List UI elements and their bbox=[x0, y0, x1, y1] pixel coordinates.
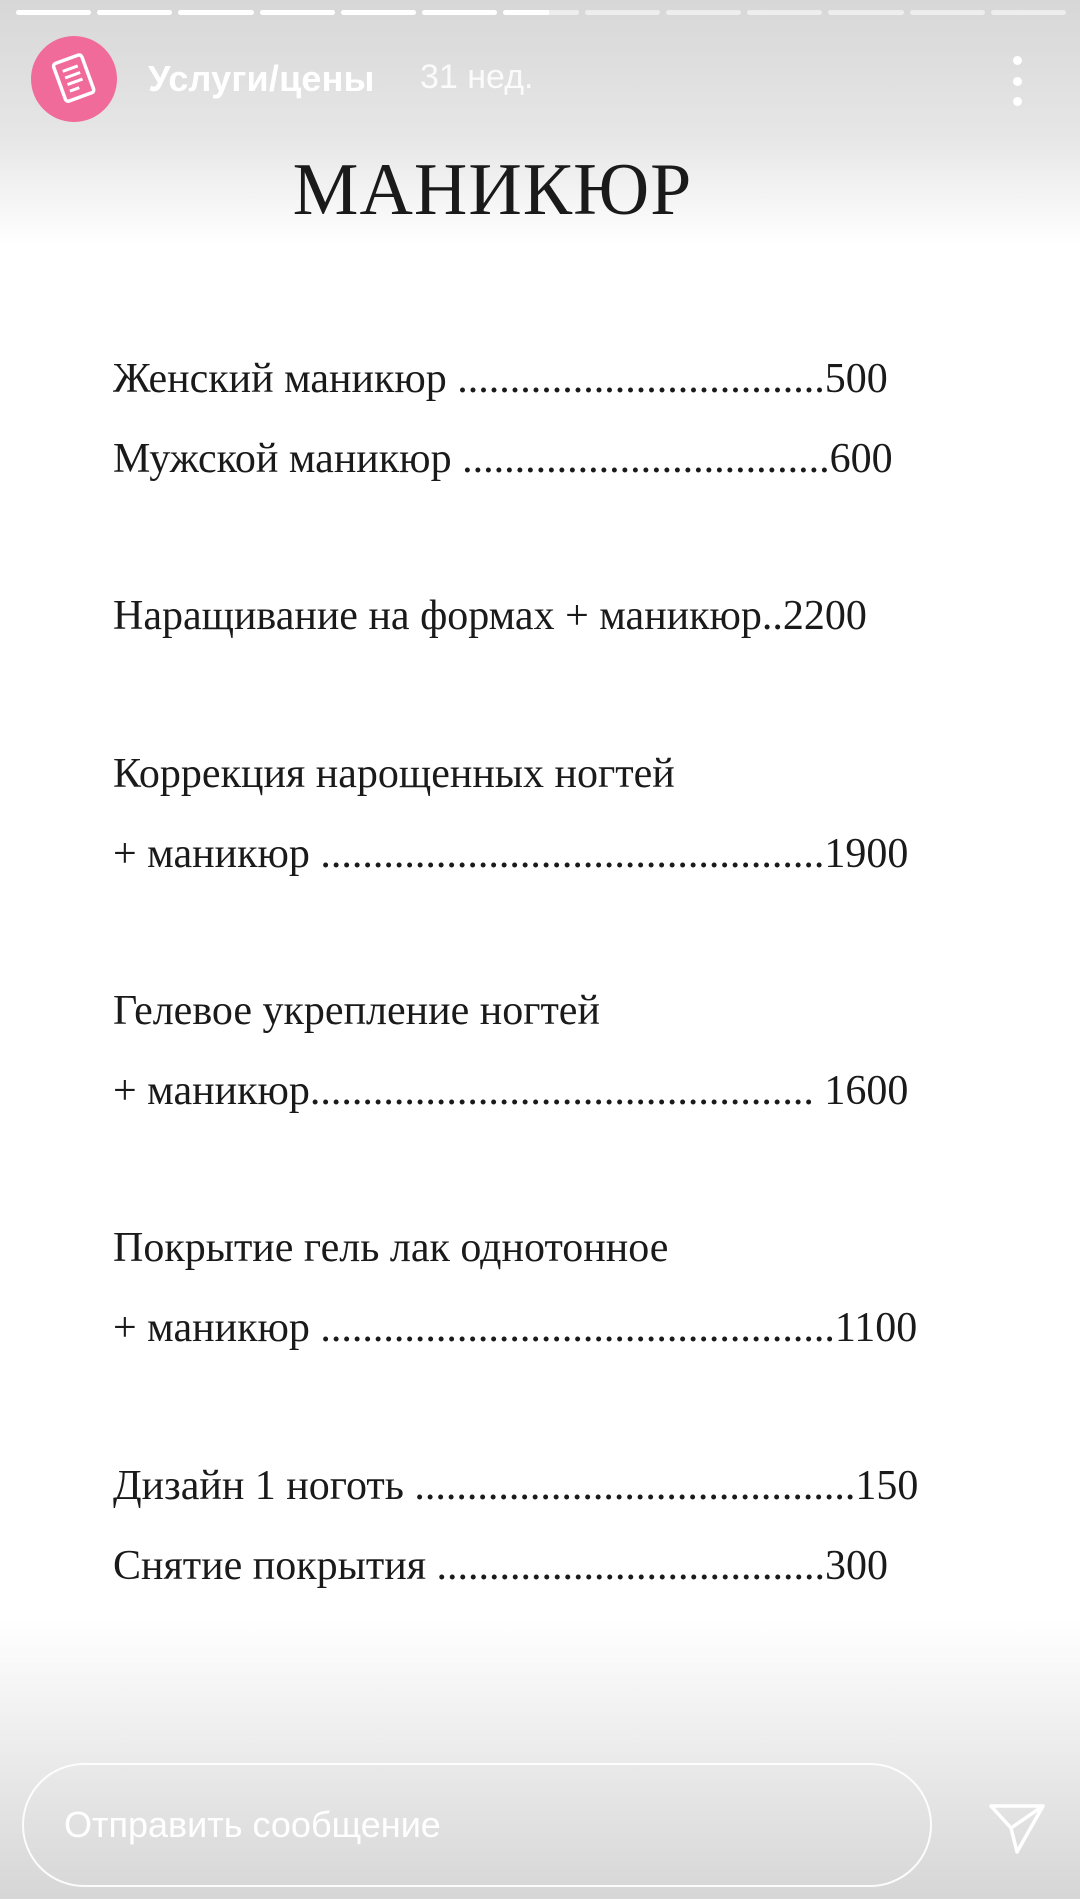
story-segment-fill bbox=[16, 10, 91, 15]
story-progress-bar bbox=[16, 10, 1066, 16]
story-segment bbox=[341, 10, 416, 15]
story-segment bbox=[991, 10, 1066, 15]
avatar[interactable] bbox=[31, 36, 117, 122]
story-segment-fill bbox=[260, 10, 335, 15]
story-time: 31 нед. bbox=[420, 58, 534, 96]
story-segment bbox=[178, 10, 253, 15]
price-list-title: МАНИКЮР bbox=[292, 149, 693, 231]
send-icon[interactable] bbox=[987, 1796, 1047, 1856]
price-line: Мужской маникюр ...................................600 bbox=[113, 436, 893, 482]
price-line: Женский маникюр ...................................500 bbox=[113, 356, 888, 402]
price-list-icon bbox=[45, 50, 103, 108]
more-dot bbox=[1013, 56, 1022, 65]
price-line: Гелевое укрепление ногтей bbox=[113, 988, 600, 1034]
price-line: Снятие покрытия .....................................300 bbox=[113, 1543, 889, 1589]
more-dot bbox=[1013, 97, 1022, 106]
story-segment bbox=[16, 10, 91, 15]
price-line: Дизайн 1 ноготь ..........................................150 bbox=[113, 1463, 919, 1509]
story-segment-fill bbox=[422, 10, 497, 15]
story-title[interactable]: Услуги/цены bbox=[148, 58, 375, 99]
story-segment-fill bbox=[503, 10, 548, 15]
story-segment bbox=[97, 10, 172, 15]
story-segment-fill bbox=[178, 10, 253, 15]
story-segment bbox=[585, 10, 660, 15]
story-segment bbox=[260, 10, 335, 15]
story-segment bbox=[747, 10, 822, 15]
story-segment bbox=[828, 10, 903, 15]
story-segment bbox=[666, 10, 741, 15]
story-segment-fill bbox=[341, 10, 416, 15]
message-input[interactable] bbox=[22, 1763, 932, 1887]
price-line: + маникюр................................................ 1600 bbox=[113, 1068, 909, 1114]
price-line: + маникюр ................................................1900 bbox=[113, 831, 909, 877]
story-segment-fill bbox=[97, 10, 172, 15]
price-line: Коррекция нарощенных ногтей bbox=[113, 751, 675, 797]
price-line: Покрытие гель лак однотонное bbox=[113, 1225, 669, 1271]
price-line: + маникюр .................................................1100 bbox=[113, 1305, 918, 1351]
more-options-icon[interactable] bbox=[1002, 56, 1032, 106]
more-dot bbox=[1013, 77, 1022, 86]
story-segment bbox=[503, 10, 578, 15]
story-segment bbox=[422, 10, 497, 15]
price-line: Наращивание на формах + маникюр..2200 bbox=[113, 593, 867, 639]
story-segment bbox=[910, 10, 985, 15]
message-placeholder: Отправить сообщение bbox=[64, 1804, 441, 1845]
